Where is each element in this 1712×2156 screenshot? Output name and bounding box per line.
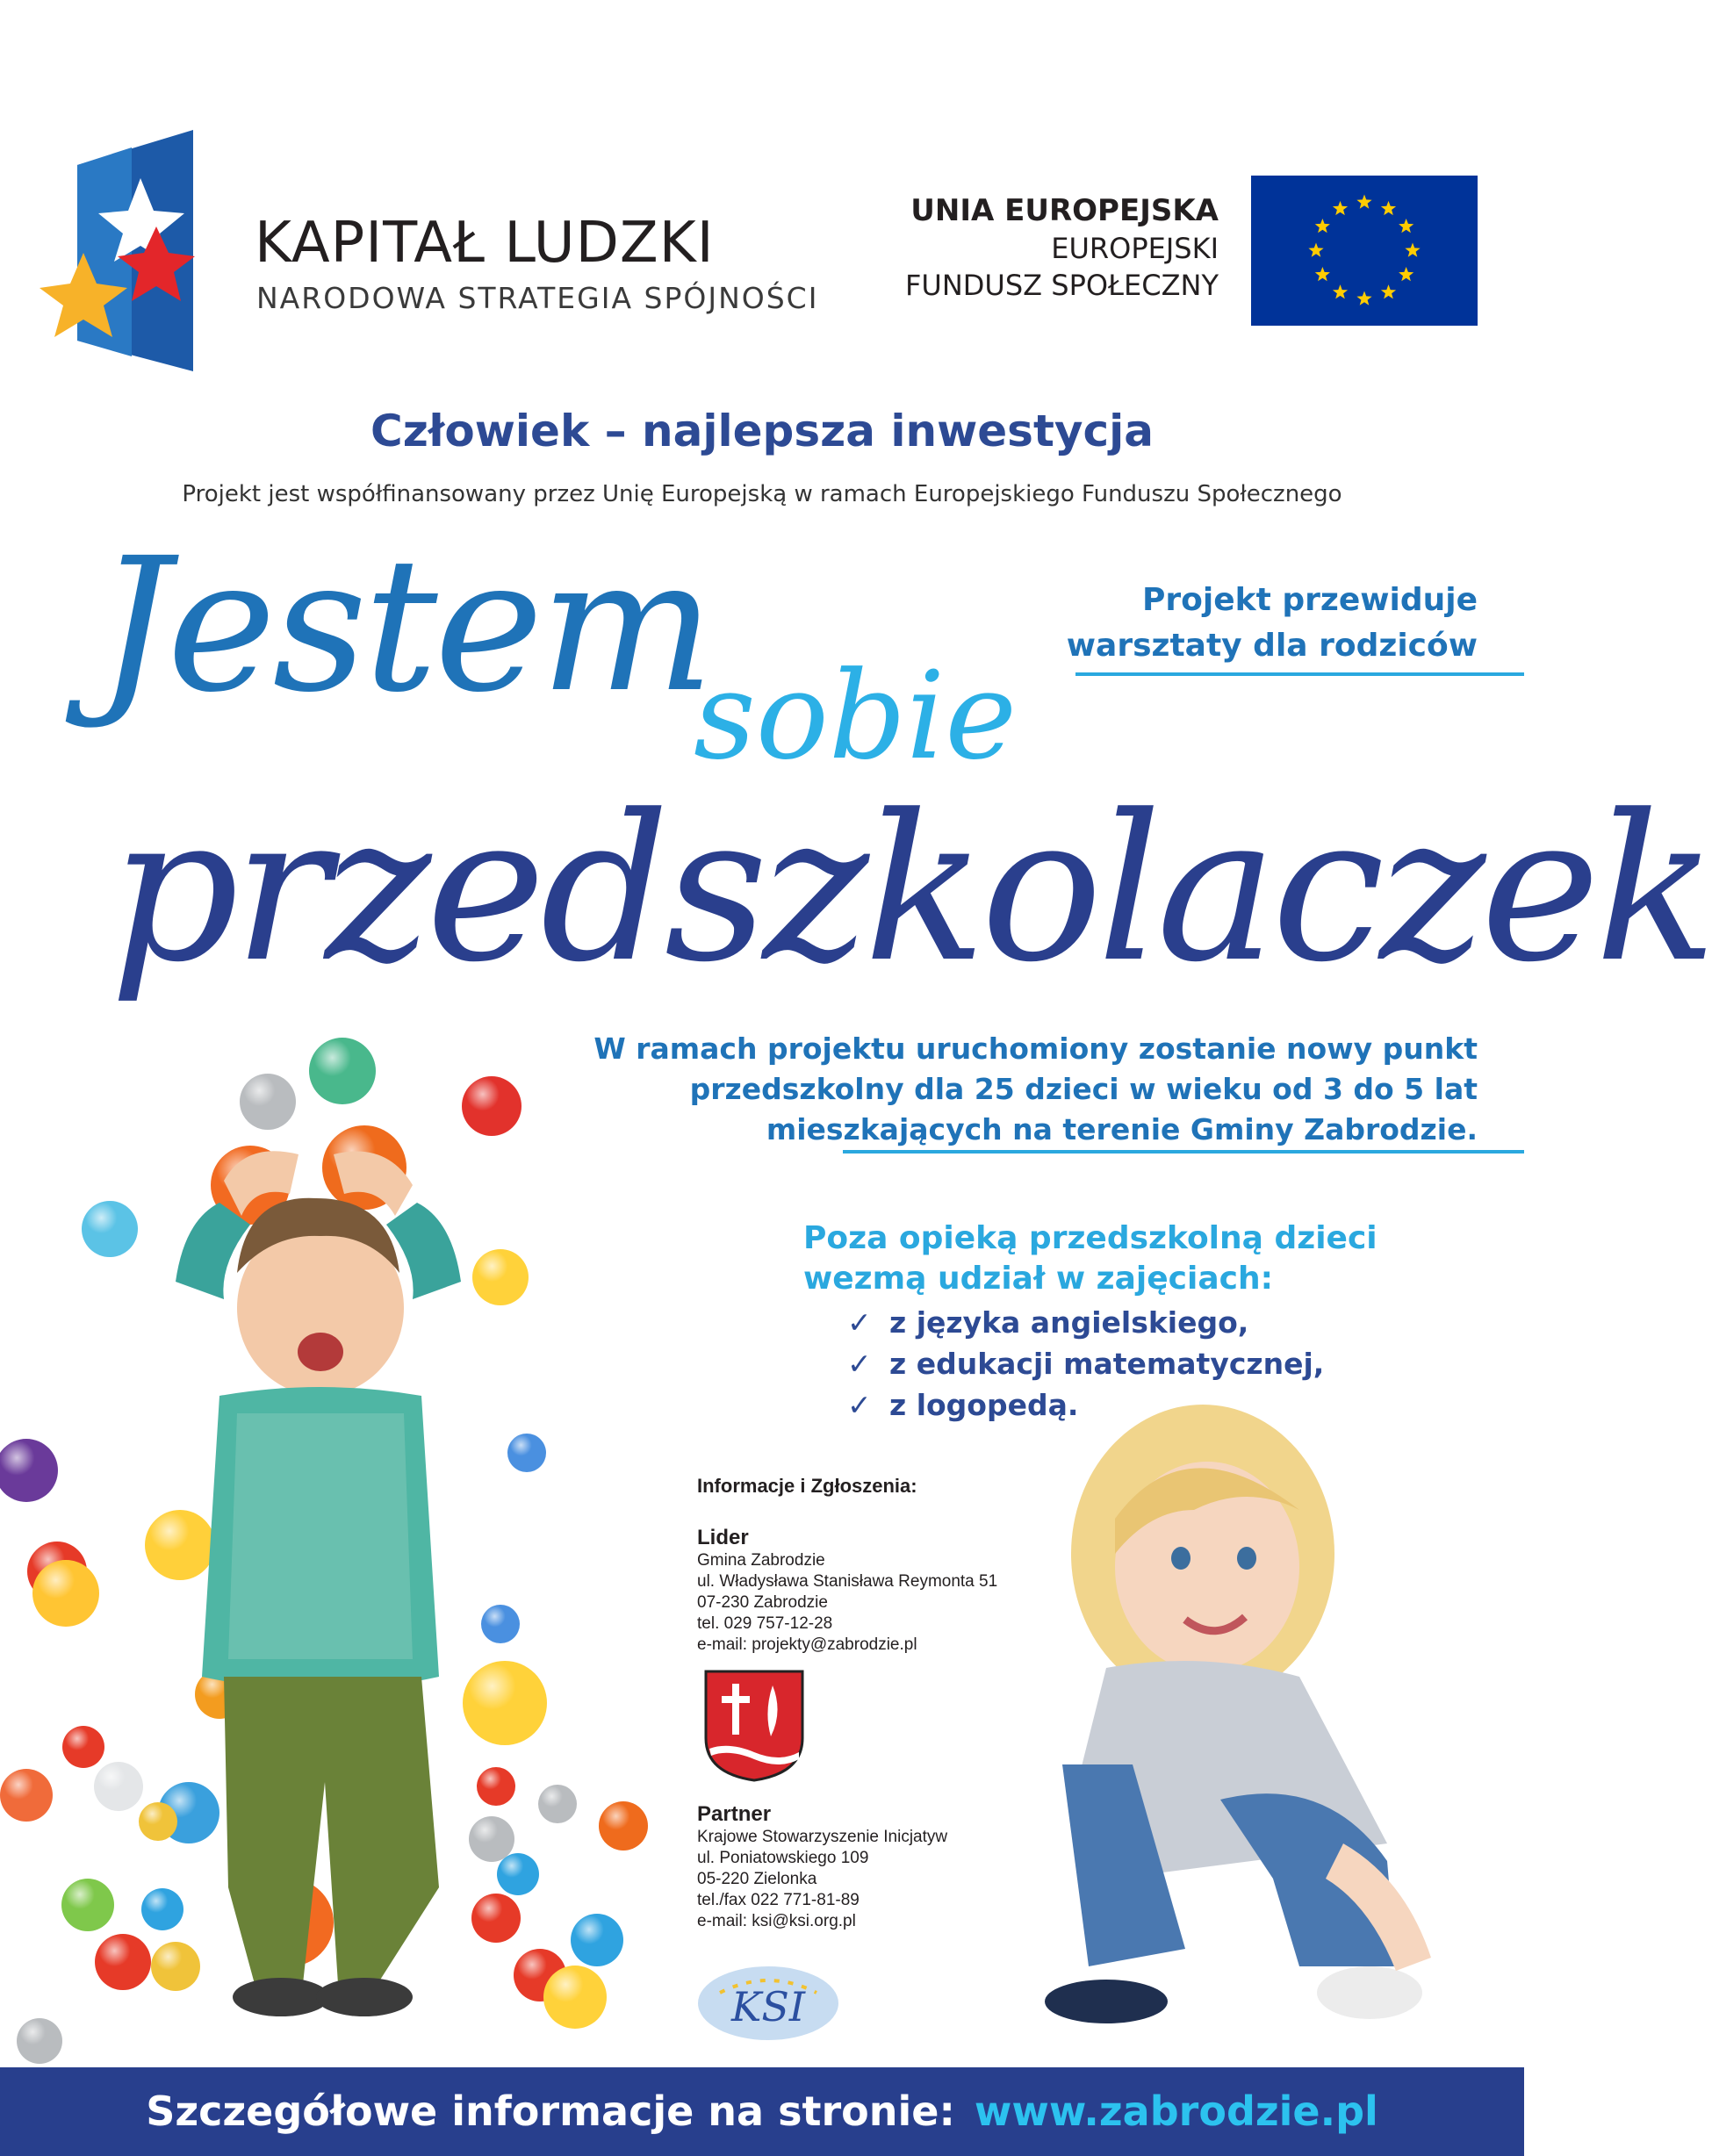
ksi-logo-text: KSI bbox=[730, 1983, 806, 2030]
title-line-2: sobie bbox=[694, 645, 1018, 787]
ball-shine bbox=[309, 1038, 376, 1104]
activity-label: z logopedą. bbox=[889, 1388, 1079, 1422]
footer-label: Szczegółowe informacje na stronie: bbox=[146, 2088, 955, 2135]
leader-email[interactable]: e-mail: projekty@zabrodzie.pl bbox=[697, 1635, 917, 1654]
kapital-ludzki-logo-icon bbox=[44, 130, 198, 371]
ball-shine bbox=[94, 1762, 143, 1811]
ball-shine bbox=[95, 1934, 151, 1990]
eu-line-2: EUROPEJSKI bbox=[1051, 232, 1219, 265]
kapital-ludzki-subtitle: NARODOWA STRATEGIA SPÓJNOŚCI bbox=[256, 281, 819, 315]
ball-shine bbox=[82, 1201, 138, 1257]
eu-line-1: UNIA EUROPEJSKA bbox=[910, 193, 1219, 228]
ball-shine bbox=[0, 1439, 58, 1502]
ball-shine bbox=[599, 1801, 648, 1851]
leader-line: 07-230 Zabrodzie bbox=[697, 1593, 828, 1612]
list-item bbox=[847, 1343, 1324, 1384]
girl-photo bbox=[1010, 1387, 1536, 2072]
project-desc-line-3: mieszkających na terenie Gminy Zabrodzie. bbox=[766, 1112, 1478, 1146]
slogan: Człowiek – najlepsza inwestycja bbox=[370, 406, 1154, 456]
activities-intro-line-1: Poza opieką przedszkolną dzieci bbox=[803, 1220, 1378, 1256]
ball-shine bbox=[32, 1560, 99, 1627]
list-item bbox=[847, 1302, 1324, 1343]
footer-text bbox=[0, 2088, 1524, 2135]
eu-text-block bbox=[905, 191, 1219, 304]
activities-intro-line-2: wezmą udział w zajęciach: bbox=[803, 1261, 1273, 1297]
check-icon: ✓ bbox=[847, 1347, 872, 1381]
leader-phone: tel. 029 757-12-28 bbox=[697, 1614, 833, 1633]
activity-label: z edukacji matematycznej, bbox=[889, 1347, 1325, 1381]
partner-line: ul. Poniatowskiego 109 bbox=[697, 1849, 869, 1867]
cofinance-note: Projekt jest współfinansowany przez Unię Europejską w ramach Europejskiego Funduszu Społecznego bbox=[182, 481, 1342, 507]
ball-shine bbox=[141, 1888, 183, 1930]
project-description bbox=[593, 1029, 1478, 1150]
ball-shine bbox=[17, 2018, 62, 2064]
divider-rule bbox=[1075, 672, 1524, 676]
partner-block bbox=[697, 1802, 947, 1932]
title-line-1: Jestem bbox=[97, 518, 712, 733]
list-item bbox=[847, 1384, 1324, 1426]
ksi-logo-icon bbox=[694, 1951, 843, 2047]
website-link[interactable]: www.zabrodzie.pl bbox=[974, 2088, 1378, 2135]
eu-flag-icon bbox=[1251, 176, 1478, 326]
partner-line: Krajowe Stowarzyszenie Inicjatyw bbox=[697, 1828, 948, 1846]
divider-rule bbox=[843, 1150, 1524, 1153]
contact-heading: Informacje i Zgłoszenia: bbox=[697, 1475, 917, 1497]
ball-shine bbox=[543, 1966, 607, 2029]
ball-shine bbox=[240, 1074, 296, 1130]
title-line-3: przedszkolaczek bbox=[110, 773, 1712, 1007]
partner-role: Partner bbox=[697, 1802, 772, 1826]
ball-shine bbox=[477, 1767, 515, 1806]
check-icon: ✓ bbox=[847, 1305, 872, 1340]
check-icon: ✓ bbox=[847, 1388, 872, 1422]
activity-label: z języka angielskiego, bbox=[889, 1305, 1249, 1340]
ball-shine bbox=[139, 1802, 177, 1841]
ball-shine bbox=[462, 1076, 522, 1136]
partner-line: 05-220 Zielonka bbox=[697, 1870, 817, 1888]
workshops-line-2: warsztaty dla rodziców bbox=[1066, 628, 1478, 664]
ball-shine bbox=[469, 1816, 514, 1862]
ball-shine bbox=[471, 1894, 521, 1943]
ball-shine bbox=[463, 1661, 547, 1745]
ball-shine bbox=[151, 1942, 200, 1991]
zabrodzie-crest-icon bbox=[702, 1668, 806, 1782]
ball-shine bbox=[61, 1879, 114, 1931]
project-desc-line-1: W ramach projektu uruchomiony zostanie nowy punkt bbox=[593, 1031, 1478, 1066]
ball-shine bbox=[481, 1605, 520, 1643]
kapital-ludzki-title: KAPITAŁ LUDZKI bbox=[255, 211, 715, 276]
ball-shine bbox=[0, 1769, 53, 1822]
workshops-note bbox=[1067, 578, 1478, 669]
ball-shine bbox=[507, 1434, 546, 1472]
ball-shine bbox=[538, 1785, 577, 1823]
ball-shine bbox=[62, 1726, 104, 1768]
workshops-line-1: Projekt przewiduje bbox=[1142, 582, 1478, 618]
boy-with-balls-photo bbox=[0, 1010, 685, 2067]
activities-intro bbox=[803, 1218, 1378, 1299]
contact-block bbox=[697, 1475, 1066, 1656]
ball-shine bbox=[472, 1249, 529, 1305]
leader-line: ul. Władysława Stanisława Reymonta 51 bbox=[697, 1572, 998, 1591]
partner-phone: tel./fax 022 771-81-89 bbox=[697, 1891, 860, 1909]
ball-shine bbox=[571, 1914, 623, 1966]
leader-role: Lider bbox=[697, 1526, 749, 1549]
ball-shine bbox=[145, 1510, 215, 1580]
partner-email[interactable]: e-mail: ksi@ksi.org.pl bbox=[697, 1912, 856, 1930]
activities-list bbox=[847, 1302, 1324, 1426]
leader-line: Gmina Zabrodzie bbox=[697, 1551, 825, 1570]
eu-line-3: FUNDUSZ SPOŁECZNY bbox=[905, 269, 1219, 302]
ball-shine bbox=[497, 1853, 539, 1895]
project-desc-line-2: przedszkolny dla 25 dzieci w wieku od 3 do 5 lat bbox=[689, 1072, 1478, 1106]
